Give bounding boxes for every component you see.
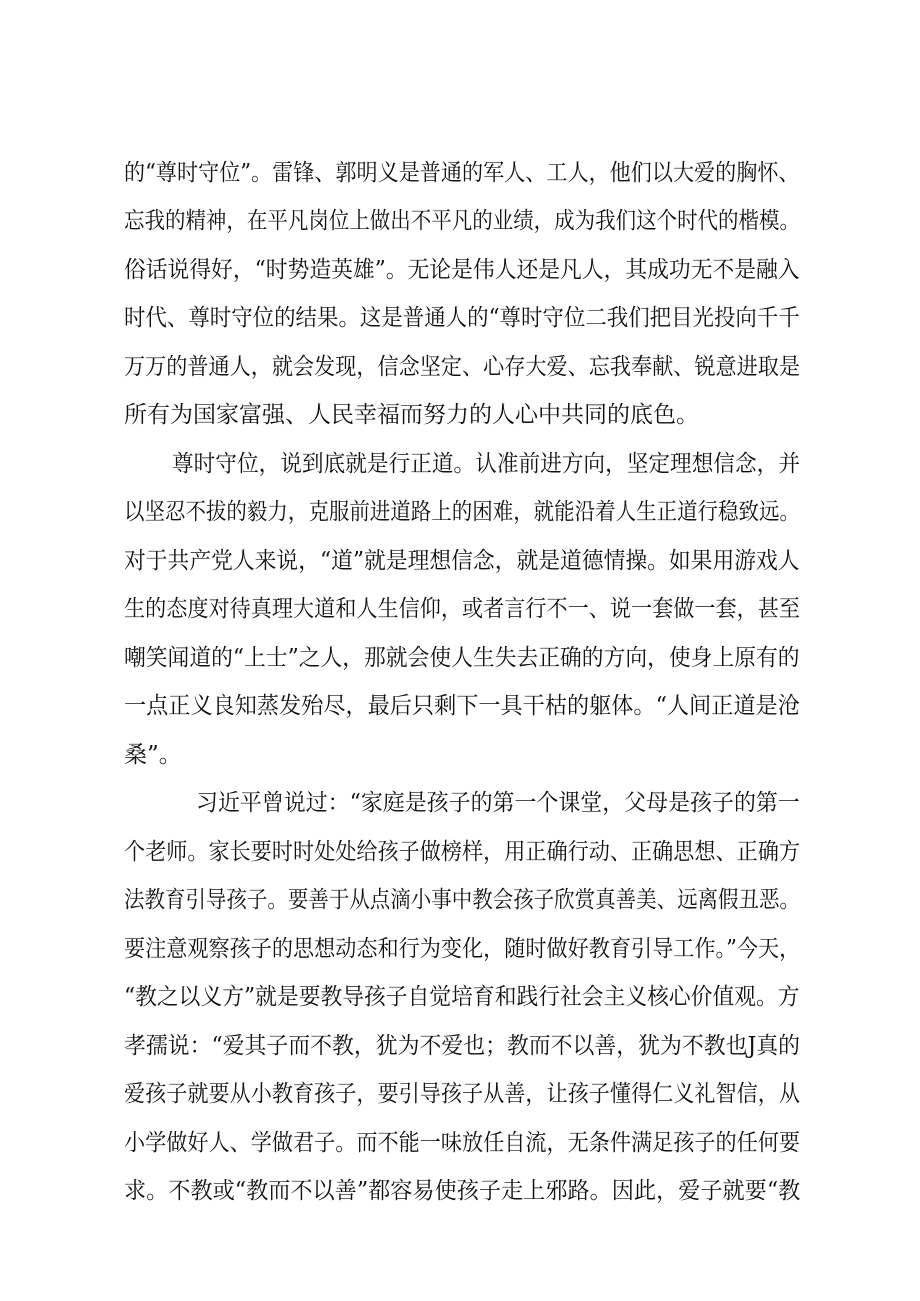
text-line: 生的态度对待真理大道和人生信仰，或者言行不一、说一套做一套，甚至 bbox=[124, 596, 801, 622]
text-line: 一点正义良知蒸发殆尽，最后只剩下一具干枯的躯体。“人间正道是沧 bbox=[124, 693, 800, 719]
text-line: 嘲笑闻道的“上士”之人，那就会使人生失去正确的方向，使身上原有的 bbox=[124, 645, 800, 671]
text-line: 桑”。 bbox=[124, 742, 182, 768]
text-line: 时代、尊时守位的结果。这是普通人的“尊时守位二我们把目光投向千千 bbox=[124, 305, 800, 331]
text-line: 尊时守位，说到底就是行正道。认准前进方向，坚定理想信念，并 bbox=[172, 451, 800, 477]
text-line: 求。不教或“教而不以善”都容易使孩子走上邪路。因此，爱子就要“教 bbox=[124, 1178, 801, 1204]
text-line: 法教育引导孩子。要善于从点滴小事中教会孩子欣赏真善美、远离假丑恶。 bbox=[124, 887, 800, 913]
text-line: 要注意观察孩子的思想动态和行为变化，随时做好教育引导工作。”今天， bbox=[124, 936, 801, 962]
text-line: 习近平曾说过：“家庭是孩子的第一个课堂，父母是孩子的第一 bbox=[196, 790, 800, 816]
text-line: 俗话说得好，“时势造英雄”。无论是伟人还是凡人，其成功无不是融入 bbox=[124, 257, 800, 283]
text-line: 小学做好人、学做君子。而不能一味放任自流，无条件满足孩子的任何要 bbox=[124, 1130, 801, 1156]
text-line: 万万的普通人，就会发现，信念坚定、心存大爱、忘我奉献、锐意进取是 bbox=[124, 354, 801, 380]
text-line: 的“尊时守位”。雷锋、郭明义是普通的军人、工人，他们以大爱的胸怀、 bbox=[124, 160, 800, 186]
text-line: 所有为国家富强、人民幸福而努力的人心中共同的底色。 bbox=[124, 402, 699, 428]
text-line: 爱孩子就要从小教育孩子，要引导孩子从善，让孩子懂得仁义礼智信，从 bbox=[124, 1081, 801, 1107]
text-line: 对于共产党人来说，“道”就是理想信念，就是道德情操。如果用游戏人 bbox=[124, 548, 800, 574]
text-line: 忘我的精神，在平凡岗位上做出不平凡的业绩，成为我们这个时代的楷模。 bbox=[124, 208, 800, 234]
text-line: 孝孺说：“爱其子而不教，犹为不爱也；教而不以善，犹为不教也J真的 bbox=[124, 1033, 801, 1059]
text-line: 以坚忍不拔的毅力，克服前进道路上的困难，就能沿着人生正道行稳致远。 bbox=[124, 499, 800, 525]
text-line: “教之以义方”就是要教导孩子自觉培育和践行社会主义核心价值观。方 bbox=[124, 984, 800, 1010]
text-line: 个老师。家长要时时处处给孩子做榜样，用正确行动、正确思想、正确方 bbox=[124, 839, 801, 865]
